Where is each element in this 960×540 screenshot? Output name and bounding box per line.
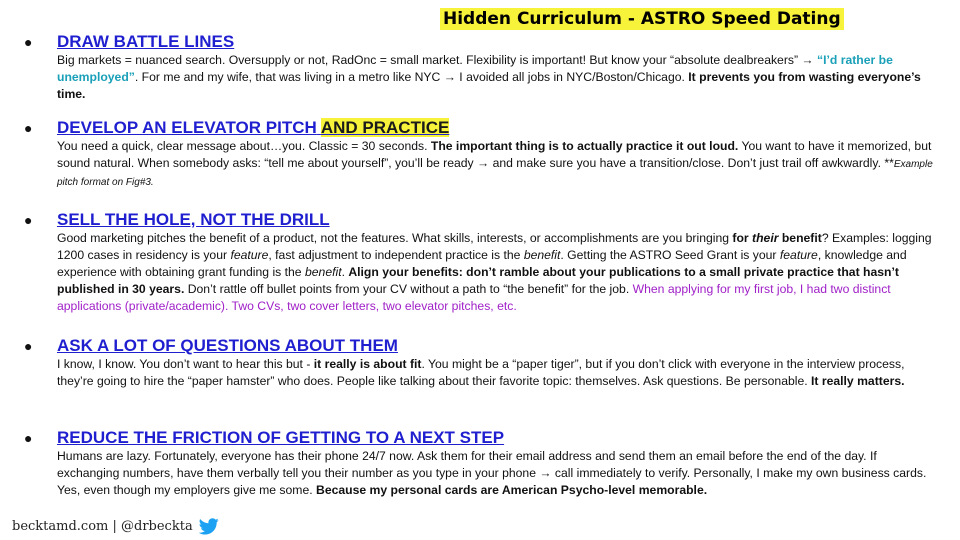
section-body bbox=[57, 448, 937, 499]
bold-text: Align your benefits: don’t ramble about your publications to a small private practice that hasn’t published in 30 years. bbox=[57, 265, 899, 296]
bullet-icon: ● bbox=[24, 338, 33, 354]
bold-text: benefit bbox=[778, 231, 822, 245]
teal-quote: “I’d rather be unemployed” bbox=[57, 53, 893, 84]
body-text: You want to have it memorized, but sound natural. When somebody asks: “tell me about yourself”, you’ll be ready → and make sure you have a transition/close. Don’t just trail off awkwardly. ** bbox=[57, 139, 932, 170]
page-title: Hidden Curriculum - ASTRO Speed Dating bbox=[440, 8, 844, 30]
body-text: Good marketing pitches the benefit of a product, not the features. What skills, interests, or accomplishments are you bringing bbox=[57, 231, 733, 245]
section-sell-the-hole bbox=[24, 210, 944, 315]
section-heading: DRAW BATTLE LINES bbox=[57, 32, 235, 51]
bullet-icon: ● bbox=[24, 430, 33, 446]
bold-text: Because my personal cards are American Psycho-level memorable. bbox=[316, 483, 708, 497]
figure-note: Example pitch format on Fig#3. bbox=[57, 159, 933, 188]
body-text: . Getting the ASTRO Seed Grant is your bbox=[560, 248, 780, 262]
body-text: Don’t rattle off bullet points from your CV without a path to “the benefit” for the job. bbox=[184, 282, 633, 296]
italic-text: feature bbox=[779, 248, 818, 262]
section-reduce-friction bbox=[24, 428, 944, 499]
bold-text: The important thing is to actually practice it out loud. bbox=[430, 139, 739, 153]
section-body bbox=[57, 52, 937, 103]
bold-italic-text: their bbox=[752, 231, 779, 245]
body-text: . For me and my wife, that was living in a metro like NYC → I avoided all jobs in NYC/Boston/Chicago. bbox=[134, 70, 689, 84]
body-text: . bbox=[341, 265, 349, 279]
body-text: I know, I know. You don’t want to hear this but - bbox=[57, 357, 314, 371]
italic-text: feature bbox=[230, 248, 269, 262]
body-text: , fast adjustment to independent practice is the bbox=[268, 248, 524, 262]
section-heading: SELL THE HOLE, NOT THE DRILL bbox=[57, 210, 330, 229]
footer-text: becktamd.com | @drbeckta bbox=[12, 519, 193, 534]
body-text: , knowledge and experience with obtaining grant funding is the bbox=[57, 248, 907, 279]
body-text: Big markets = nuanced search. Oversupply or not, RadOnc = small market. Flexibility is important! But know your “absolute dealbreakers” → bbox=[57, 53, 818, 67]
bold-text: it really is about fit bbox=[313, 357, 422, 371]
section-draw-battle-lines bbox=[24, 32, 944, 103]
purple-note: When applying for my first job, I had two distinct applications (private/academic). Two CVs, two cover letters, two elevator pitches, etc. bbox=[57, 282, 891, 313]
body-text: Humans are lazy. Fortunately, everyone has their phone 24/7 now. Ask them for their email address and send them an email before the end of the day. If exchanging numbers, have them verbally tell you their number as you type in your phone → call immediately to verify. Personally, I make my own business cards. Yes, even though my employers give me some. bbox=[57, 449, 927, 497]
bold-text: It prevents you from wasting everyone’s time. bbox=[57, 70, 921, 101]
section-body bbox=[57, 230, 937, 315]
section-body bbox=[57, 138, 937, 191]
bullet-icon: ● bbox=[24, 120, 33, 136]
footer bbox=[12, 518, 219, 535]
bullet-icon: ● bbox=[24, 212, 33, 228]
bullet-icon: ● bbox=[24, 34, 33, 50]
twitter-bird-icon bbox=[199, 518, 219, 535]
section-ask-questions bbox=[24, 336, 944, 390]
section-elevator-pitch bbox=[24, 118, 944, 191]
section-heading bbox=[57, 118, 944, 138]
section-body bbox=[57, 356, 937, 390]
body-text: ? Examples: logging 1200 cases in residency is your bbox=[57, 231, 932, 262]
body-text: You need a quick, clear message about…you. Classic = 30 seconds. bbox=[57, 139, 431, 153]
body-text: . You might be a “paper tiger”, but if you don’t click with everyone in the interview process, they’re going to hire the “paper hamster” who does. People like talking about their favorite topic: themselves. Ask questions. Be personable. bbox=[57, 357, 905, 388]
section-heading: ASK A LOT OF QUESTIONS ABOUT THEM bbox=[57, 336, 398, 355]
bold-text: It really matters. bbox=[811, 374, 905, 388]
italic-text: benefit bbox=[304, 265, 342, 279]
section-heading: REDUCE THE FRICTION OF GETTING TO A NEXT STEP bbox=[57, 428, 505, 447]
italic-text: benefit bbox=[523, 248, 561, 262]
heading-text: DEVELOP AN ELEVATOR PITCH bbox=[57, 118, 317, 137]
bold-text: for bbox=[732, 231, 753, 245]
heading-highlight: AND PRACTICE bbox=[320, 118, 450, 137]
